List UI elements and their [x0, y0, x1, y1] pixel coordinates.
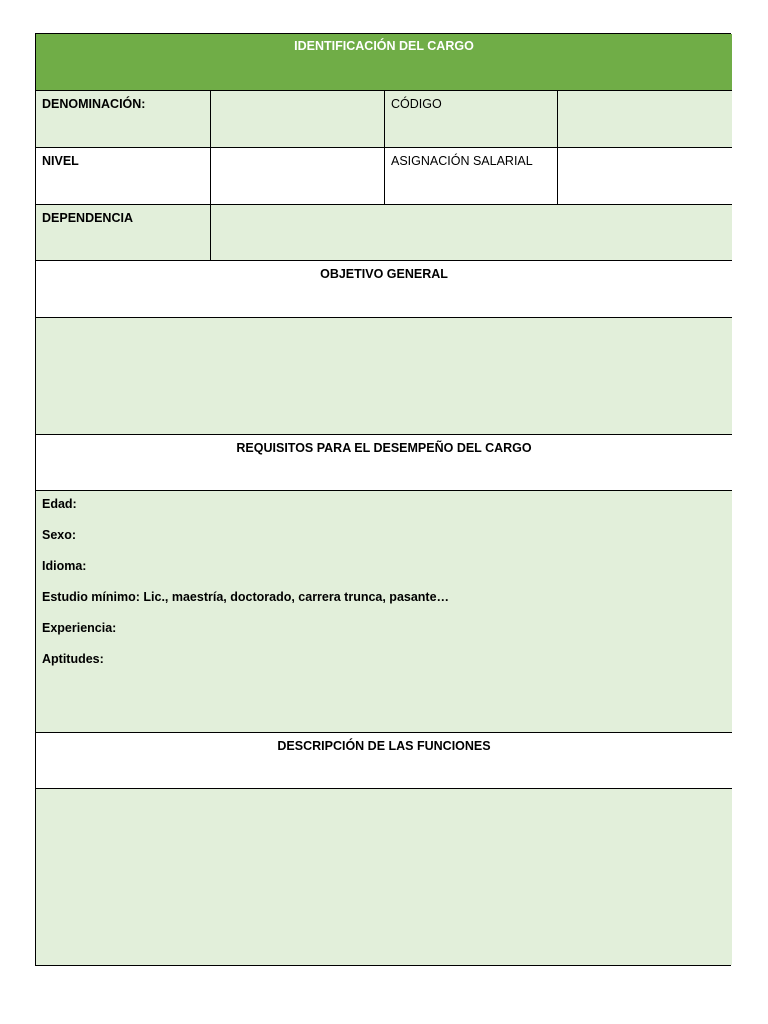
- nivel-value-cell[interactable]: [211, 148, 385, 204]
- funciones-body[interactable]: [36, 789, 732, 965]
- requisitos-body[interactable]: [36, 491, 732, 733]
- row-dependencia: [36, 205, 732, 261]
- requisitos-header-row: [36, 435, 732, 491]
- requisito-aptitudes: Aptitudes:: [42, 652, 104, 666]
- objetivo-general-body[interactable]: [36, 318, 732, 435]
- dependencia-value-cell[interactable]: [211, 205, 732, 260]
- form-header: [36, 34, 732, 91]
- requisito-sexo: Sexo:: [42, 528, 77, 542]
- nivel-label: NIVEL: [36, 148, 211, 204]
- dependencia-label: DEPENDENCIA: [36, 205, 211, 260]
- requisito-edad: Edad:: [42, 497, 77, 511]
- codigo-value-cell[interactable]: [558, 91, 732, 147]
- requisito-idioma: Idioma:: [42, 559, 87, 573]
- row-denominacion: [36, 91, 732, 148]
- objetivo-general-title: OBJETIVO GENERAL: [320, 267, 448, 281]
- objetivo-header-row: [36, 261, 732, 318]
- job-description-form: [35, 33, 731, 966]
- requisito-experiencia: Experiencia:: [42, 621, 117, 635]
- funciones-title: DESCRIPCIÓN DE LAS FUNCIONES: [277, 739, 491, 753]
- funciones-header-row: [36, 733, 732, 789]
- denominacion-label: DENOMINACIÓN:: [36, 91, 211, 147]
- requisitos-list: [36, 491, 732, 687]
- asignacion-salarial-label: ASIGNACIÓN SALARIAL: [385, 148, 558, 204]
- codigo-label: CÓDIGO: [385, 91, 558, 147]
- requisitos-title: REQUISITOS PARA EL DESEMPEÑO DEL CARGO: [236, 441, 532, 455]
- row-nivel: [36, 148, 732, 205]
- requisito-estudio: Estudio mínimo: Lic., maestría, doctorado, carrera trunca, pasante…: [42, 590, 450, 604]
- asignacion-salarial-value-cell[interactable]: [558, 148, 732, 204]
- form-title: IDENTIFICACIÓN DEL CARGO: [294, 39, 474, 53]
- denominacion-value-cell[interactable]: [211, 91, 385, 147]
